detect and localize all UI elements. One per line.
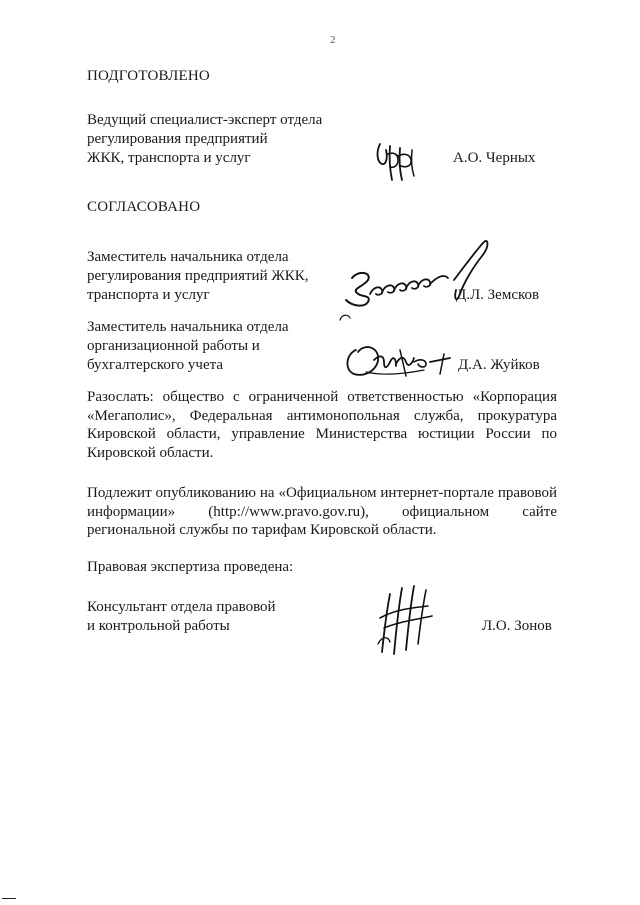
prepared-position-line-1: Ведущий специалист-эксперт отдела [87, 112, 323, 128]
publication-paragraph [87, 484, 557, 540]
signer1-name: Д.Л. Земсков [456, 287, 540, 303]
signer2-position-line-1: Заместитель начальника отдела [87, 319, 289, 335]
signature-zemskov [338, 236, 498, 332]
prepared-position-line-2: регулирования предприятий [87, 131, 268, 147]
prepared-position-line-3: ЖКК, транспорта и услуг [87, 150, 251, 166]
legal-position-line-2: и контрольной работы [87, 618, 230, 634]
page-number: 2 [330, 34, 336, 46]
signer2-position-line-2: организационной работы и [87, 338, 260, 354]
publication-text: Подлежит опубликованию на «Официальном интернет-портале правовой информации» (http://www.pravo.gov.ru), официальном сайте региональной службы по тарифам Кировской области. [87, 485, 557, 538]
signature-chernykh [374, 140, 424, 182]
signature-zhuykov [344, 340, 454, 384]
distribution-paragraph [87, 388, 557, 462]
legal-position-line-1: Консультант отдела правовой [87, 599, 276, 615]
prepared-name: А.О. Черных [453, 150, 536, 166]
signature-zonov [376, 584, 440, 656]
legal-review-heading: Правовая экспертиза проведена: [87, 559, 294, 575]
signer2-position-line-3: бухгалтерского учета [87, 357, 224, 373]
legal-reviewer-name: Л.О. Зонов [482, 618, 552, 634]
signer1-position-line-1: Заместитель начальника отдела [87, 249, 289, 265]
agreed-heading: СОГЛАСОВАНО [87, 199, 201, 215]
signer1-position-line-2: регулирования предприятий ЖКК, [87, 268, 309, 284]
signer1-position-line-3: транспорта и услуг [87, 287, 210, 303]
scan-edge-mark [2, 898, 16, 899]
distribution-text: Разослать: общество с ограниченной ответственностью «Корпорация «Мегаполис», Федеральная антимонопольная служба, прокуратура Кировской области, управление Министерства юстиции России по Кировской области. [87, 389, 557, 461]
signer2-name: Д.А. Жуйков [458, 357, 540, 373]
prepared-heading: ПОДГОТОВЛЕНО [87, 68, 210, 84]
